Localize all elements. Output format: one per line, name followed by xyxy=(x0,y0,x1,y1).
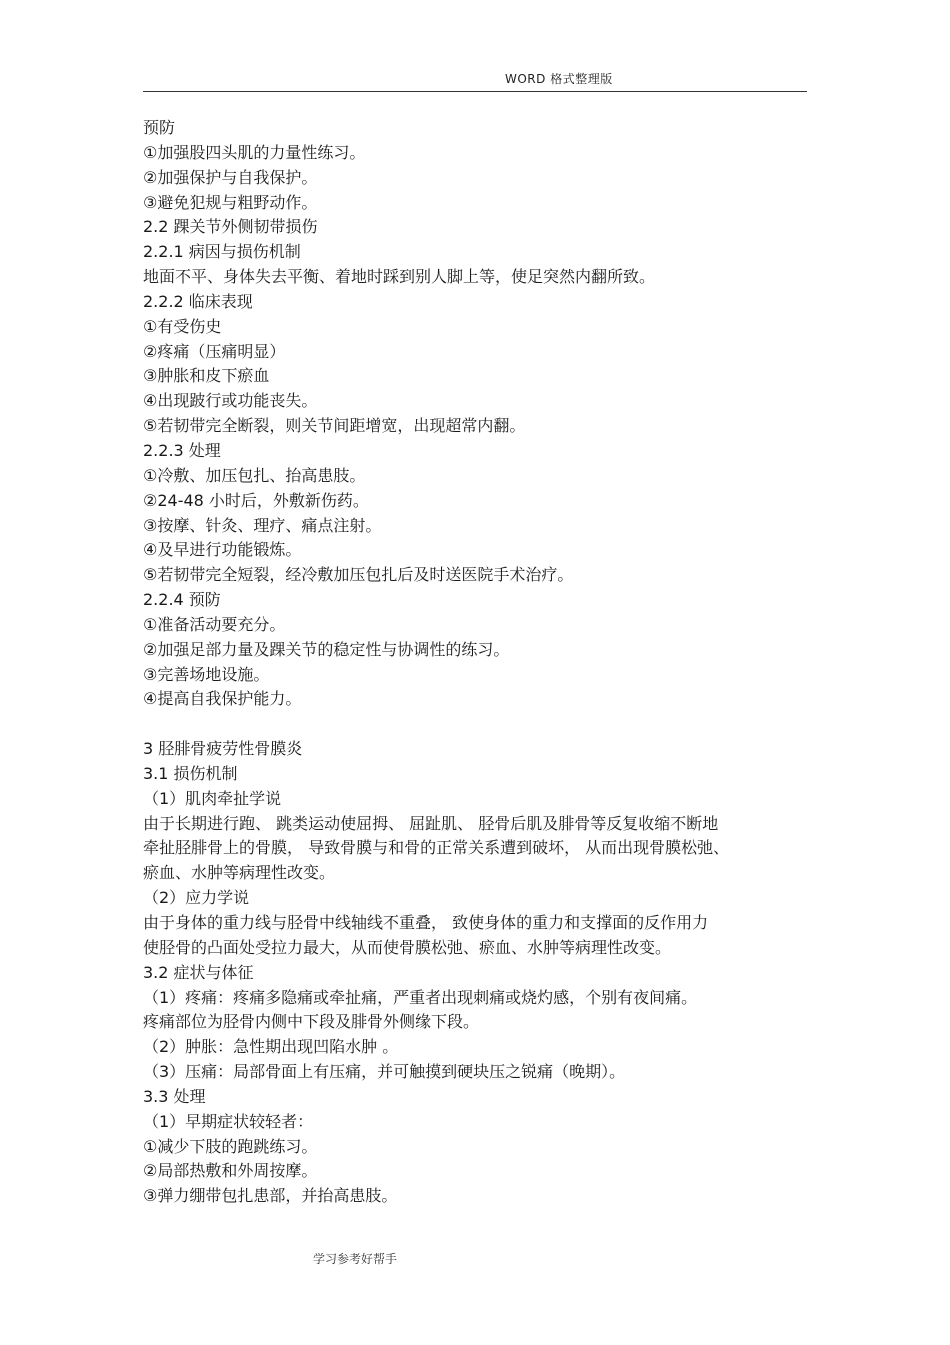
text-line: ①减少下肢的跑跳练习。 xyxy=(143,1136,318,1156)
text-line: 瘀血、水肿等病理性改变。 xyxy=(143,863,336,883)
text-line: ②加强保护与自我保护。 xyxy=(143,167,318,187)
text-line: 2.2.3 处理 xyxy=(143,440,221,460)
text-line: （1）早期症状较轻者： xyxy=(143,1111,314,1131)
text-line: ②疼痛（压痛明显） xyxy=(143,341,286,361)
text-line: ③按摩、针灸、理疗、痛点注射。 xyxy=(143,515,382,535)
text-line: （2）肿胀：急性期出现凹陷水肿 。 xyxy=(143,1037,399,1057)
document-body xyxy=(143,116,807,1209)
text-line: （1）疼痛：疼痛多隐痛或牵扯痛，严重者出现刺痛或烧灼感，个别有夜间痛。 xyxy=(143,987,698,1007)
text-line: 由于身体的重力线与胫骨中线轴线不重叠， 致使身体的重力和支撑面的反作用力 xyxy=(143,913,709,932)
text-line: 2.2.4 预防 xyxy=(143,590,221,610)
text-line: ④及早进行功能锻炼。 xyxy=(143,540,302,560)
text-line: ①冷敷、加压包扎、抬高患肢。 xyxy=(143,465,366,485)
text-line: 2.2.1 病因与损伤机制 xyxy=(143,242,301,262)
text-line: 牵扯胫腓骨上的骨膜， 导致骨膜与和骨的正常关系遭到破坏， 从而出现骨膜松弛、 xyxy=(143,838,730,858)
text-line: （2）应力学说 xyxy=(143,888,250,908)
header-divider xyxy=(143,91,807,92)
text-line: 由于长期进行跑、 跳类运动使屈拇、 屈趾肌、 胫骨后肌及腓骨等反复收缩不断地 xyxy=(143,813,719,833)
text-line: 预防 xyxy=(143,118,176,137)
text-line: ③弹力绷带包扎患部，并抬高患肢。 xyxy=(143,1186,398,1206)
text-line: ④提高自我保护能力。 xyxy=(143,689,302,709)
text-line: 3.2 症状与体征 xyxy=(143,962,254,982)
text-line: 3 胫腓骨疲劳性骨膜炎 xyxy=(143,739,303,759)
text-line: ②加强足部力量及踝关节的稳定性与协调性的练习。 xyxy=(143,639,510,659)
text-line: 使胫骨的凸面处受拉力最大，从而使骨膜松弛、瘀血、水肿等病理性改变。 xyxy=(143,937,672,957)
text-line: ②24-48 小时后，外敷新伤药。 xyxy=(143,490,369,510)
text-line: ①加强股四头肌的力量性练习。 xyxy=(143,142,366,162)
text-line: ③完善场地设施。 xyxy=(143,664,270,684)
text-line: （1）肌肉牵扯学说 xyxy=(143,788,282,808)
text-line: 3.3 处理 xyxy=(143,1086,206,1106)
text-line: 地面不平、身体失去平衡、着地时踩到别人脚上等，使足突然内翻所致。 xyxy=(143,267,656,287)
text-line: ①有受伤史 xyxy=(143,316,222,336)
text-line: 2.2.2 临床表现 xyxy=(143,291,253,311)
text-line: 疼痛部位为胫骨内侧中下段及腓骨外侧缘下段。 xyxy=(143,1012,480,1032)
text-line: ④出现跛行或功能丧失。 xyxy=(143,391,318,411)
text-line: （3）压痛：局部骨面上有压痛，并可触摸到硬块压之锐痛（晚期）。 xyxy=(143,1062,626,1082)
text-line: ①准备活动要充分。 xyxy=(143,614,286,634)
page-header xyxy=(0,70,950,92)
blank-line xyxy=(143,712,807,737)
text-line: ⑤若韧带完全短裂，经冷敷加压包扎后及时送医院手术治疗。 xyxy=(143,565,574,585)
text-line: ②局部热敷和外周按摩。 xyxy=(143,1161,318,1181)
text-line: 3.1 损伤机制 xyxy=(143,763,238,783)
text-line: ③避免犯规与粗野动作。 xyxy=(143,192,318,212)
text-line: ⑤若韧带完全断裂，则关节间距增宽，出现超常内翻。 xyxy=(143,416,526,436)
footer-text: 学习参考好帮手 xyxy=(313,1252,398,1266)
text-line: 2.2 踝关节外侧韧带损伤 xyxy=(143,217,318,237)
header-title: WORD 格式整理版 xyxy=(505,72,613,86)
text-line: ③肿胀和皮下瘀血 xyxy=(143,366,270,386)
